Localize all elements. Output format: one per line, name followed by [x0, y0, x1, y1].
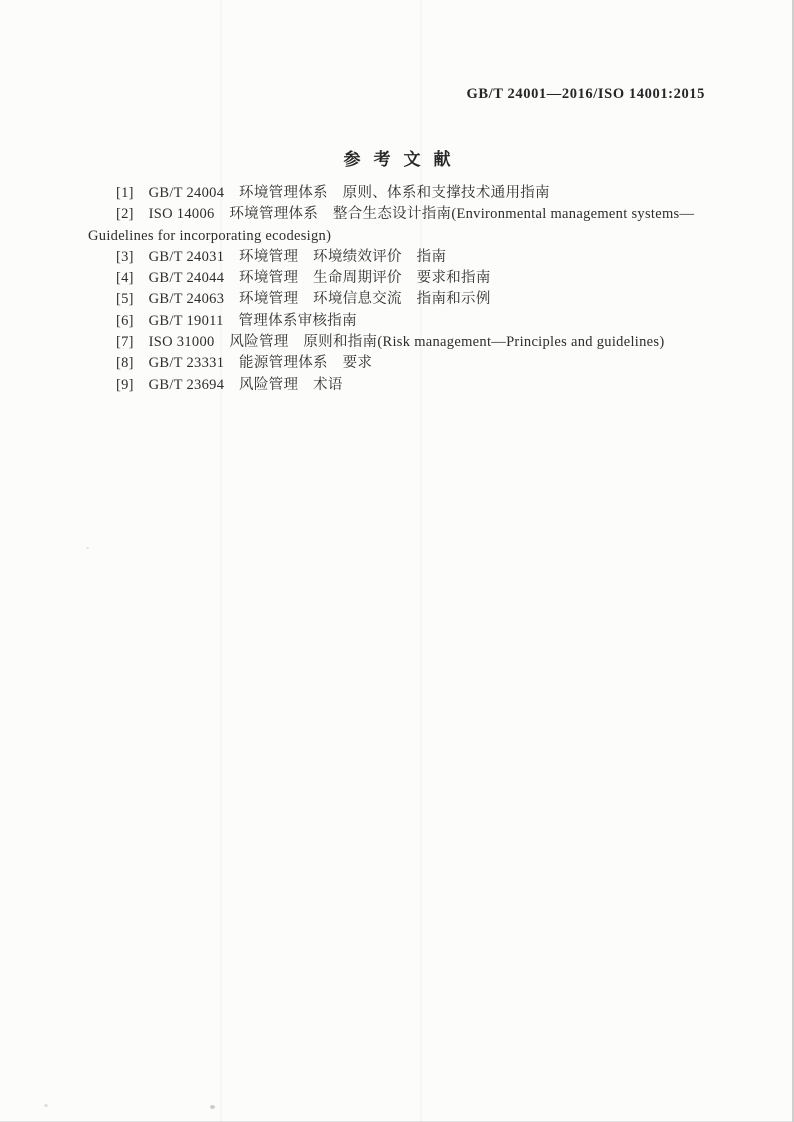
reference-item-4: [4] GB/T 24044 环境管理 生命周期评价 要求和指南	[116, 270, 491, 287]
references-section-title: 参考文献	[343, 150, 464, 169]
reference-item-7: [7] ISO 31000 风险管理 原则和指南(Risk management—Principles and guidelines)	[116, 334, 665, 351]
reference-item-1: [1] GB/T 24004 环境管理体系 原则、体系和支撑技术通用指南	[116, 185, 550, 201]
standard-number-header: GB/T 24001—2016/ISO 14001:2015	[466, 86, 705, 102]
reference-item-9: [9] GB/T 23694 风险管理 术语	[116, 376, 343, 393]
reference-item-6: [6] GB/T 19011 管理体系审核指南	[116, 312, 357, 329]
reference-item-5: [5] GB/T 24063 环境管理 环境信息交流 指南和示例	[116, 291, 491, 308]
reference-item-3: [3] GB/T 24031 环境管理 环境绩效评价 指南	[116, 248, 447, 265]
reference-item-2: [2] ISO 14006 环境管理体系 整合生态设计指南(Environmental management systems—	[116, 206, 695, 223]
references-list	[88, 183, 728, 396]
scan-speck	[44, 1104, 48, 1107]
scan-speck	[210, 1105, 215, 1109]
reference-item-8: [8] GB/T 23331 能源管理体系 要求	[116, 355, 373, 372]
scan-speck	[86, 547, 89, 549]
reference-item-2-wrap: Guidelines for incorporating ecodesign)	[88, 227, 332, 244]
